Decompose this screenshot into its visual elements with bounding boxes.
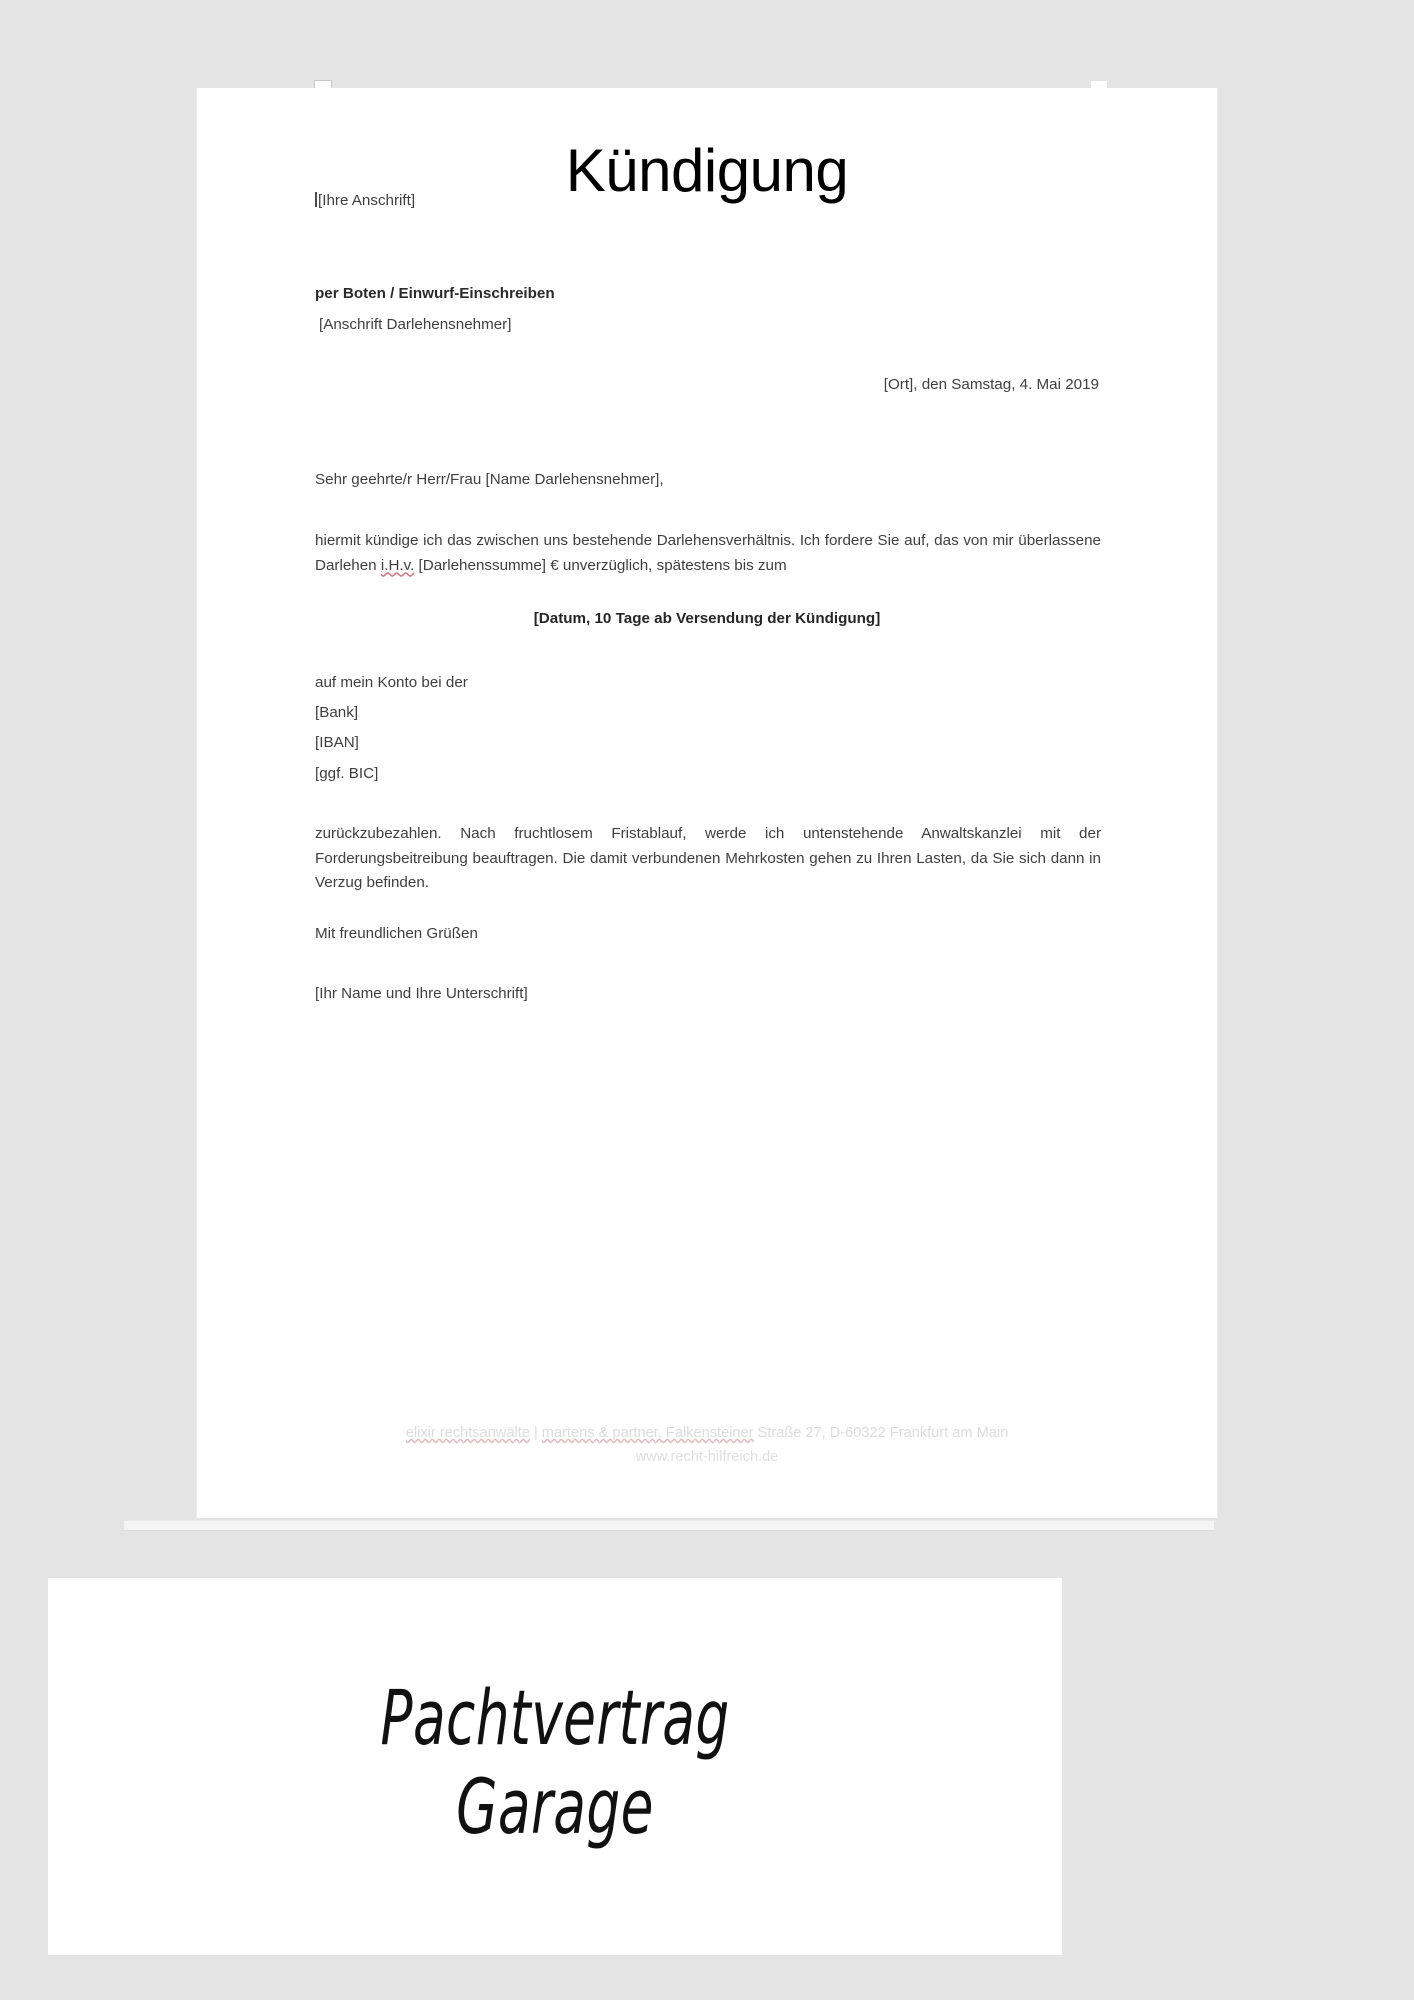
footer-firm-line: [197, 1422, 1217, 1446]
footer-separator: |: [529, 1425, 542, 1441]
body-paragraph-2: zurückzubezahlen. Nach fruchtlosem Fristablauf, werde ich untenstehende Anwaltskanzlei mit der Forderungsbeitreibung beauftragen. Die damit verbundenen Mehrkosten gehen zu Ihren Lasten, da Sie sich dann in Verzug befinden.: [315, 825, 1101, 892]
recipient-address-line: [Anschrift Darlehensnehmer]: [319, 316, 512, 333]
bank-bic-line: [ggf. BIC]: [315, 765, 379, 782]
signature-placeholder-line: [Ihr Name und Ihre Unterschrift]: [315, 985, 528, 1002]
spellcheck-word-ihv: i.H.v.: [380, 556, 415, 574]
text-cursor-caret: [315, 192, 317, 207]
bank-name-line: [Bank]: [315, 704, 359, 721]
body-paragraph-1: [315, 529, 1101, 578]
page-title: Kündigung: [565, 137, 849, 204]
paragraph-1-text-a: hiermit kündige ich das zwischen uns bestehende Darlehensverhältnis. Ich fordere Sie auf, das von mir überlassene Darlehen: [315, 532, 1101, 574]
bottom-card-title-line-1: Pachtvertrag: [380, 1673, 730, 1762]
date-line: [Ort], den Samstag, 4. Mai 2019: [883, 376, 1099, 393]
account-intro-line: auf mein Konto bei der: [315, 674, 468, 691]
closing-line: Mit freundlichen Grüßen: [315, 925, 478, 942]
letter-body: [197, 88, 1217, 1518]
sender-address-text: [Ihre Anschrift]: [318, 192, 416, 209]
page-separator-bar: [124, 1520, 1214, 1531]
bottom-card-title: [160, 1674, 951, 1852]
bottom-card-title-line-2: Garage: [456, 1761, 654, 1851]
salutation-line: Sehr geehrte/r Herr/Frau [Name Darlehensnehmer],: [315, 471, 664, 488]
delivery-method-line: per Boten / Einwurf-Einschreiben: [315, 285, 555, 302]
footer-address-rest: Straße 27, D-60322 Frankfurt am Main: [753, 1425, 1009, 1441]
document-footer: [197, 1422, 1217, 1469]
footer-firm-name-1: elixir rechtsanwälte: [405, 1425, 530, 1441]
bank-iban-line: [IBAN]: [315, 734, 359, 751]
deadline-line: [Datum, 10 Tage ab Versendung der Kündigung]: [533, 610, 881, 627]
footer-street-name: Falkensteiner: [661, 1425, 754, 1441]
document-page-container: [196, 88, 1218, 1518]
document-page[interactable]: [196, 88, 1218, 1518]
bottom-preview-card[interactable]: [48, 1578, 1062, 1955]
sender-address-line[interactable]: [315, 190, 415, 212]
footer-firm-name-2: martens & partner,: [541, 1425, 662, 1441]
paragraph-1-text-b: [Darlehenssumme] € unverzüglich, spätestens bis zum: [414, 556, 787, 574]
footer-website: www.recht-hilfreich.de: [635, 1448, 779, 1465]
